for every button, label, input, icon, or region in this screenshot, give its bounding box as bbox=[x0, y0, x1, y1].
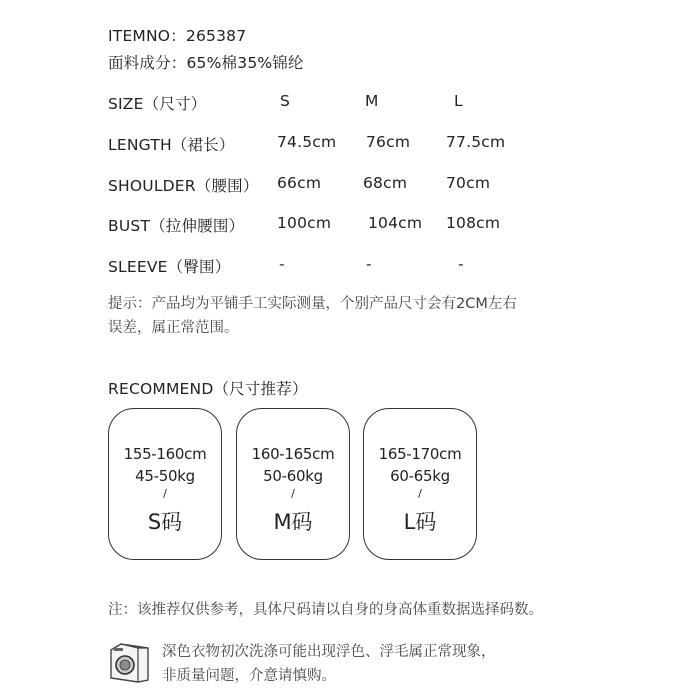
measurement-tip bbox=[108, 292, 668, 340]
card-weight-range: 45-50kg bbox=[135, 467, 195, 485]
card-size-label: L码 bbox=[403, 510, 437, 534]
wash-note bbox=[162, 640, 496, 688]
recommend-card-s bbox=[108, 408, 222, 560]
wash-note-line-1: 深色衣物初次洗涤可能出现浮色、浮毛属正常现象， bbox=[162, 644, 496, 660]
length-s: 74.5cm bbox=[277, 133, 337, 151]
recommend-footnote: 注：该推荐仅供参考，具体尺码请以自身的身高体重数据选择码数。 bbox=[108, 602, 543, 618]
card-slash: / bbox=[418, 487, 422, 500]
recommend-title: RECOMMEND（尺寸推荐） bbox=[108, 380, 308, 398]
wash-note-line-2: 非质量问题，介意请慎购。 bbox=[162, 668, 336, 684]
row-label-shoulder: SHOULDER（腰围） bbox=[108, 177, 259, 195]
shoulder-m: 68cm bbox=[363, 174, 408, 192]
item-number: ITEMNO：265387 bbox=[108, 27, 247, 45]
card-slash: / bbox=[163, 487, 167, 500]
card-height-range: 165-170cm bbox=[378, 445, 462, 463]
fabric-composition: 面料成分：65%棉35%锦纶 bbox=[108, 54, 304, 72]
washing-machine-icon bbox=[108, 640, 152, 684]
length-m: 76cm bbox=[366, 133, 411, 151]
card-size-label: M码 bbox=[273, 510, 313, 534]
row-label-bust: BUST（拉伸腰围） bbox=[108, 217, 245, 235]
size-col-l: L bbox=[454, 92, 463, 110]
card-weight-range: 50-60kg bbox=[263, 467, 323, 485]
tip-line-2: 误差，属正常范围。 bbox=[108, 320, 239, 336]
sleeve-l: - bbox=[458, 255, 464, 273]
recommend-card-m bbox=[236, 408, 350, 560]
bust-m: 104cm bbox=[368, 214, 423, 232]
sleeve-s: - bbox=[279, 255, 285, 273]
shoulder-s: 66cm bbox=[277, 174, 322, 192]
size-col-s: S bbox=[280, 92, 291, 110]
row-label-length: LENGTH（裙长） bbox=[108, 136, 235, 154]
shoulder-l: 70cm bbox=[446, 174, 491, 192]
bust-s: 100cm bbox=[277, 214, 332, 232]
card-height-range: 160-165cm bbox=[251, 445, 335, 463]
card-slash: / bbox=[291, 487, 295, 500]
row-label-sleeve: SLEEVE（臀围） bbox=[108, 258, 231, 276]
card-height-range: 155-160cm bbox=[123, 445, 207, 463]
card-weight-range: 60-65kg bbox=[390, 467, 450, 485]
size-col-m: M bbox=[365, 92, 379, 110]
bust-l: 108cm bbox=[446, 214, 501, 232]
sleeve-m: - bbox=[366, 255, 372, 273]
tip-line-1: 提示：产品均为平铺手工实际测量，个别产品尺寸会有2CM左右 bbox=[108, 296, 517, 312]
size-header-label: SIZE（尺寸） bbox=[108, 95, 207, 113]
length-l: 77.5cm bbox=[446, 133, 506, 151]
recommend-card-l bbox=[363, 408, 477, 560]
card-size-label: S码 bbox=[147, 510, 183, 534]
